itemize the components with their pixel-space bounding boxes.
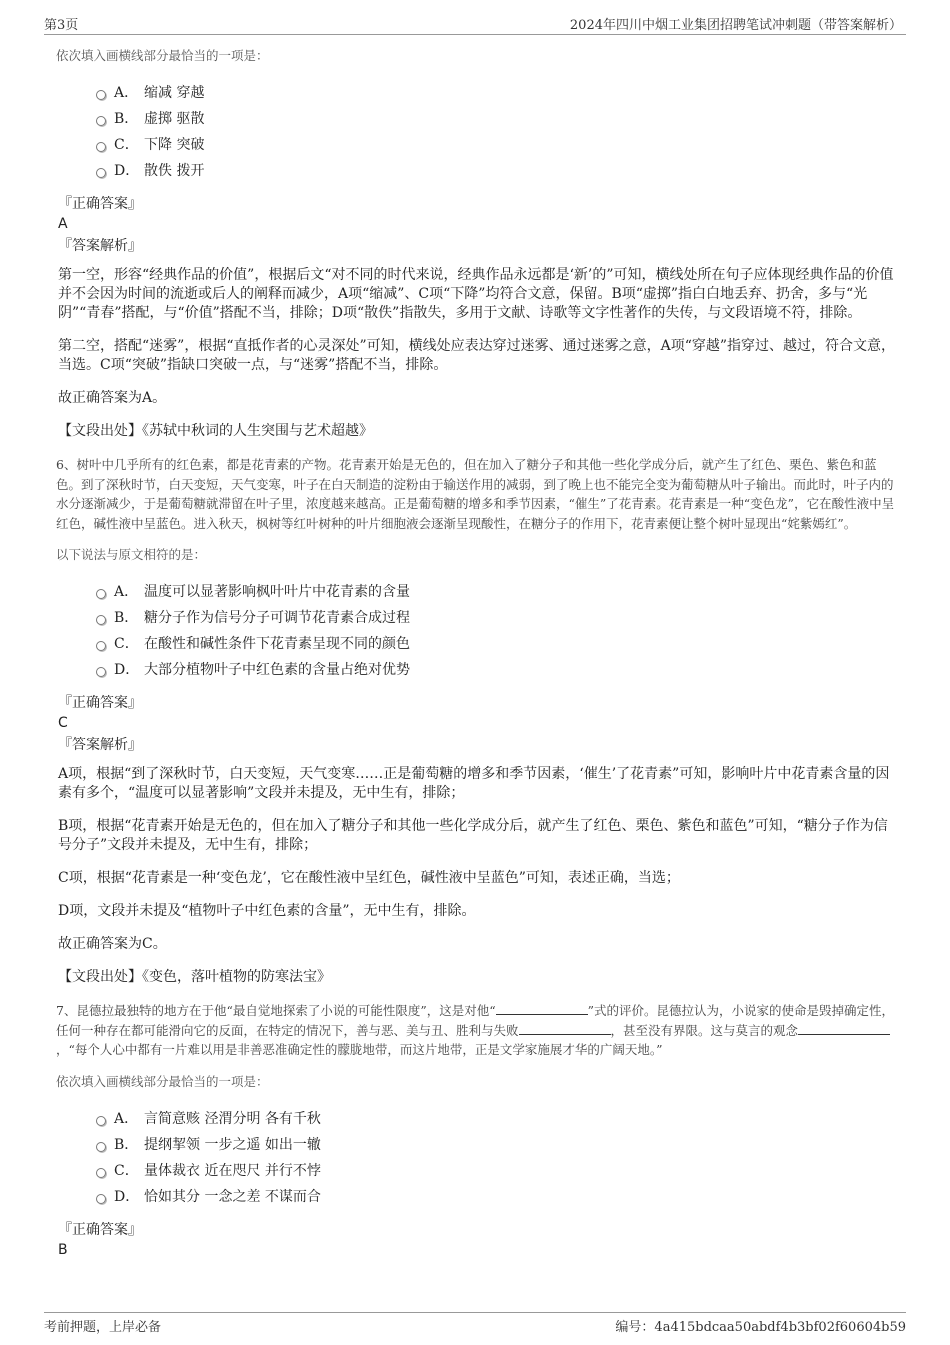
document-id: 编号：4a415bdcaa50abdf4b3bf02f60604b59	[615, 1320, 906, 1335]
q6-option-b[interactable]: B． 糖分子作为信号分子可调节花青素合成过程	[96, 605, 896, 631]
q5-answer: A	[58, 216, 68, 232]
q7-answer: B	[58, 1241, 68, 1258]
q7-text: 7、昆德拉最独特的地方在于他“最自觉地探索了小说的可能性限度”，这是对他“ ”式的评价。昆德拉认为，小说家的使命是毁掉确定性，任何一种存在都可能滑向它的反面，在特定的情况下，善与恶、美与丑、胜利与失败 ，甚至没有界限。这与莫言的观念，“每个人心中都有一片难以用是非善恶准确定性的朦胧地带，而这片地带，正是文学家施展才华的广阔天地。”	[56, 1003, 895, 1057]
radio-icon[interactable]	[96, 1142, 106, 1152]
q6-answer: C	[58, 715, 68, 731]
q6-option-c[interactable]: C． 在酸性和碱性条件下花青素呈现不同的颜色	[96, 631, 896, 657]
radio-icon[interactable]	[96, 142, 106, 152]
radio-icon[interactable]	[96, 641, 106, 651]
q6-text: 6、树叶中几乎所有的红色素，都是花青素的产物。花青素开始是无色的，但在加入了糖分子和其他一些化学成分后，就产生了红色、栗色、紫色和蓝色。到了深秋时节，白天变短，天气变寒，叶子在白天制造的淀粉由于输送作用的减弱，到了晚上也不能完全变为葡萄糖从叶子输出。而此时，叶子内的水分逐渐减少，于是葡萄糖就滞留在叶子里，浓度越来越高。正是葡萄糖的增多和季节因素，“催生”了花青素。花青素是一种“变色龙”，它在酸性液中呈红色，碱性液中呈蓝色。进入秋天，枫树等红叶树种的叶片细胞液会逐渐呈现酸性，在糖分子的作用下，花青素便让整个树叶显现出“姹紫嫣红”。	[56, 457, 895, 531]
q5-source: 【文段出处】《苏轼中秋词的人生突围与艺术超越》	[58, 423, 373, 439]
q6-analysis-a: A项，根据“到了深秋时节，白天变短，天气变寒……正是葡萄糖的增多和季节因素，‘催生’了花青素”可知，影响叶片中花青素含量的因素有多个，“温度可以显著影响”文段并未提及，无中生有，排除；	[58, 766, 890, 801]
q5-answer-label: 『正确答案』	[58, 196, 142, 212]
q5-analysis-1: 第一空，形容“经典作品的价值”，根据后文“对不同的时代来说，经典作品永远都是‘新’的”可知，横线处所在句子应体现经典作品的价值并不会因为时间的流逝或后人的阐释而减少，A项“缩减”、C项“下降”均符合文意，保留。B项“虚掷”指白白地丢弃、扔舍，多与“光阴”“青春”搭配，与“价值”搭配不当，排除；D项“散佚”指散失，多用于文献、诗歌等文字性著作的失传，与文段语境不符，排除。	[58, 267, 894, 321]
q6-analysis-label: 『答案解析』	[58, 737, 142, 753]
q7-prompt: 依次填入画横线部分最恰当的一项是：	[56, 1073, 269, 1089]
q6-analysis-c: C项，根据“花青素是一种‘变色龙’，它在酸性液中呈红色，碱性液中呈蓝色”可知，表述正确，当选；	[58, 870, 680, 886]
page-footer	[44, 1312, 906, 1335]
q6-analysis-d: D项，文段并未提及“植物叶子中红色素的含量”，无中生有，排除。	[58, 903, 476, 919]
q5-conclusion: 故正确答案为A。	[58, 390, 167, 406]
q7-option-b[interactable]: B． 提纲挈领 一步之遥 如出一辙	[96, 1132, 896, 1158]
q7-option-a[interactable]: A． 言简意赅 泾渭分明 各有千秋	[96, 1106, 896, 1132]
q5-option-b[interactable]: B． 虚掷 驱散	[96, 106, 896, 132]
radio-icon[interactable]	[96, 1168, 106, 1178]
q6-prompt: 以下说法与原文相符的是：	[56, 547, 207, 562]
radio-icon[interactable]	[96, 1194, 106, 1204]
radio-icon[interactable]	[96, 116, 106, 126]
q6-source: 【文段出处】《变色，落叶植物的防寒法宝》	[58, 969, 331, 985]
fill-blank	[519, 1022, 611, 1035]
fill-blank	[496, 1002, 588, 1015]
q5-analysis-2: 第二空，搭配“迷雾”，根据“直抵作者的心灵深处”可知，横线处应表达穿过迷雾、通过迷雾之意，A项“穿越”指穿过、越过，符合文意，当选。C项“突破”指缺口突破一点，与“迷雾”搭配不当，排除。	[58, 338, 896, 373]
q5-option-c[interactable]: C． 下降 突破	[96, 132, 896, 158]
document-title: 2024年四川中烟工业集团招聘笔试冲刺题（带答案解析）	[569, 18, 902, 33]
footer-slogan: 考前押题，上岸必备	[44, 1320, 162, 1335]
page-header	[44, 12, 906, 35]
radio-icon[interactable]	[96, 90, 106, 100]
q7-answer-label: 『正确答案』	[58, 1221, 142, 1238]
q5-prompt: 依次填入画横线部分最恰当的一项是：	[56, 48, 269, 63]
q7-options	[96, 1106, 896, 1210]
radio-icon[interactable]	[96, 667, 106, 677]
radio-icon[interactable]	[96, 1116, 106, 1126]
q6-answer-label: 『正确答案』	[58, 695, 142, 711]
page-content	[56, 42, 896, 1262]
q5-option-a[interactable]: A． 缩减 穿越	[96, 80, 896, 106]
q6-analysis-b: B项，根据“花青素开始是无色的，但在加入了糖分子和其他一些化学成分后，就产生了红色、栗色、紫色和蓝色”可知，“糖分子作为信号分子”文段并未提及，无中生有，排除；	[58, 818, 888, 853]
radio-icon[interactable]	[96, 168, 106, 178]
radio-icon[interactable]	[96, 615, 106, 625]
fill-blank	[798, 1022, 890, 1035]
q6-option-a[interactable]: A． 温度可以显著影响枫叶叶片中花青素的含量	[96, 579, 896, 605]
q5-option-d[interactable]: D． 散佚 拨开	[96, 158, 896, 184]
q6-conclusion: 故正确答案为C。	[58, 936, 167, 952]
q6-option-d[interactable]: D． 大部分植物叶子中红色素的含量占绝对优势	[96, 657, 896, 683]
page-number: 第3页	[44, 18, 79, 33]
q5-analysis-label: 『答案解析』	[58, 238, 142, 254]
q7-option-c[interactable]: C． 量体裁衣 近在咫尺 并行不悖	[96, 1158, 896, 1184]
q7-option-d[interactable]: D． 恰如其分 一念之差 不谋而合	[96, 1184, 896, 1210]
q5-options	[96, 80, 896, 184]
q6-options	[96, 579, 896, 683]
radio-icon[interactable]	[96, 589, 106, 599]
